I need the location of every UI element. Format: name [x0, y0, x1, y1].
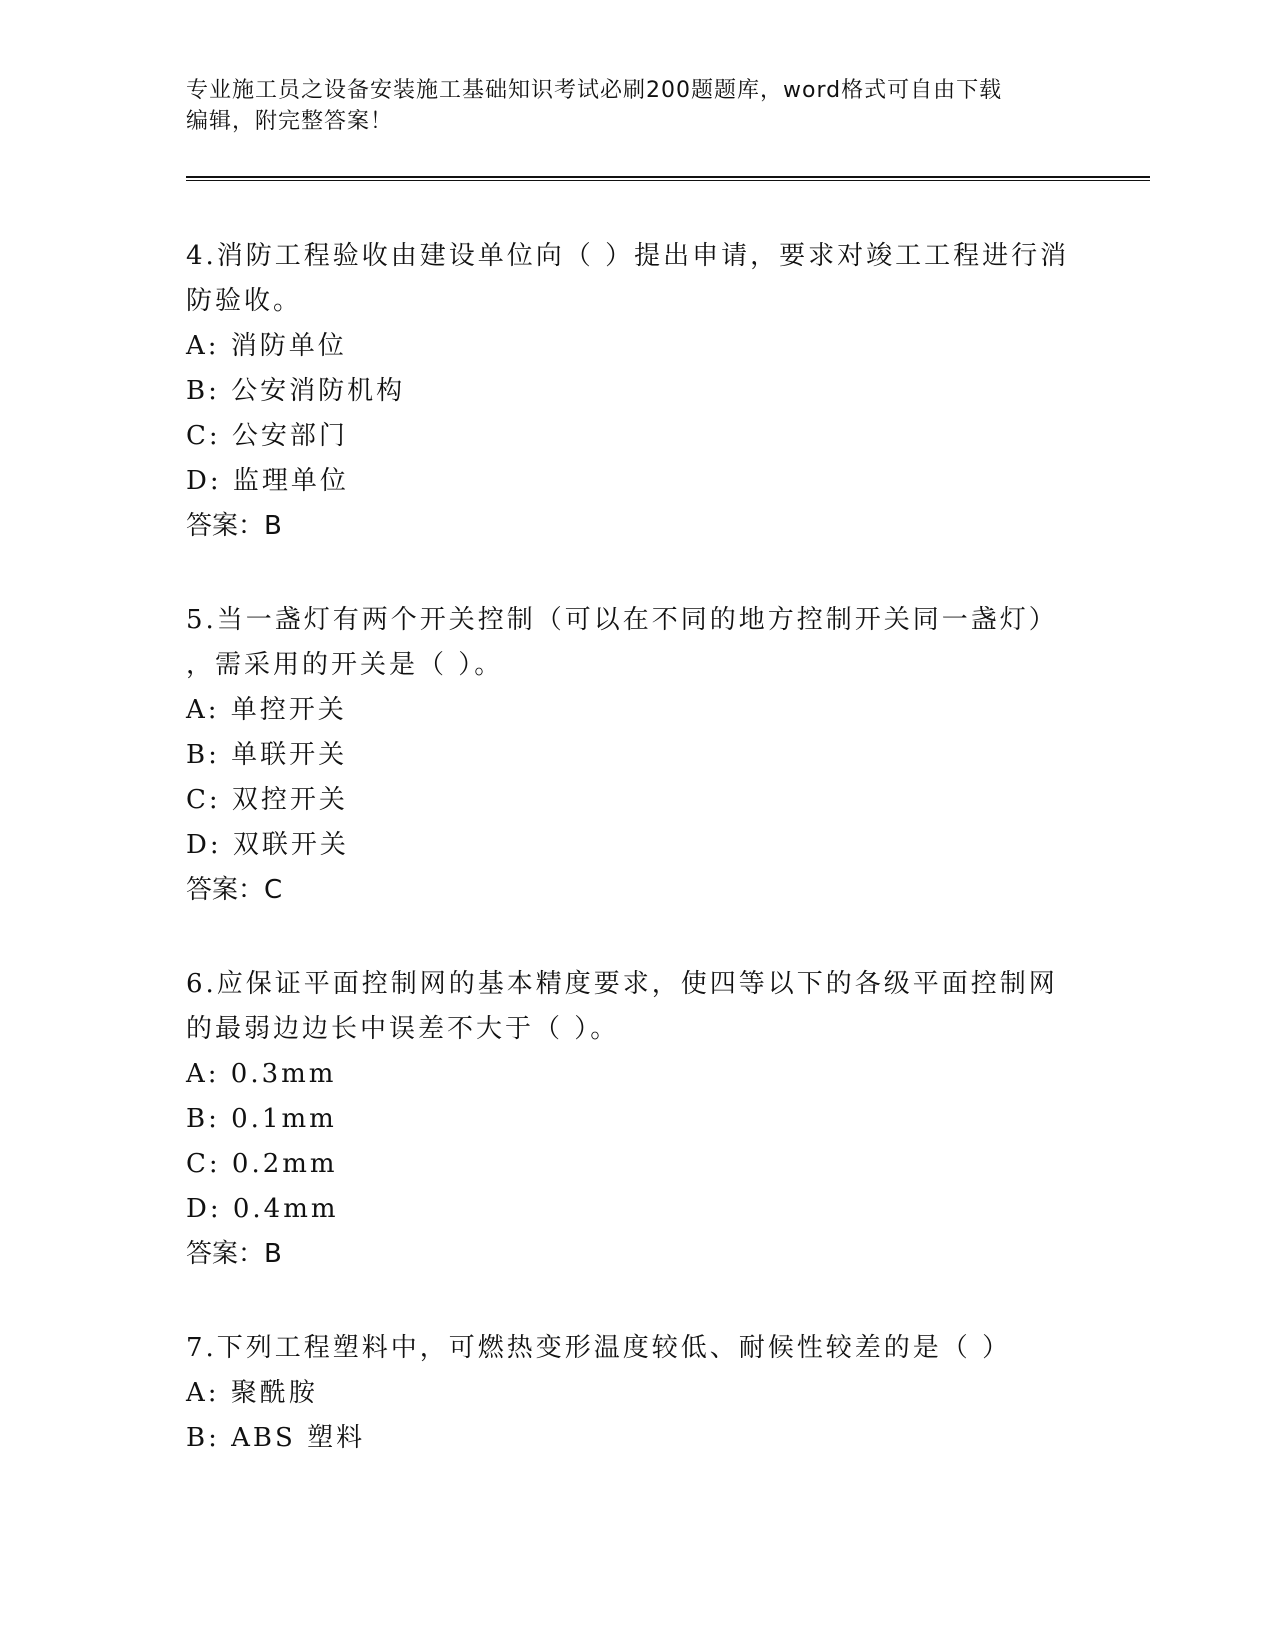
answer: 答案：B	[186, 511, 282, 541]
option-d: D: 0.4mm	[186, 1194, 339, 1224]
option-b: B: 公安消防机构	[186, 376, 406, 406]
option-b: B: ABS 塑料	[186, 1423, 366, 1453]
question-stem-line2: 的最弱边边长中误差不大于（ ）。	[186, 1014, 620, 1044]
option-d: D: 监理单位	[186, 466, 349, 496]
option-d: D: 双联开关	[186, 830, 349, 860]
option-b: B: 0.1mm	[186, 1104, 337, 1134]
answer: 答案：B	[186, 1239, 282, 1269]
option-c: C: 0.2mm	[186, 1149, 338, 1179]
option-b: B: 单联开关	[186, 740, 348, 770]
option-c: C: 公安部门	[186, 421, 348, 451]
document-header	[186, 75, 1066, 137]
header-title-line2: 编辑，附完整答案！	[186, 109, 394, 134]
option-a: A: 单控开关	[186, 695, 347, 725]
option-a: A: 消防单位	[186, 331, 347, 361]
question-4	[186, 234, 1086, 549]
option-a: A: 聚酰胺	[186, 1378, 318, 1408]
header-title-line1: 专业施工员之设备安装施工基础知识考试必刷200题题库，word格式可自由下载	[186, 78, 1003, 103]
question-stem-line2: ，需采用的开关是（ ）。	[186, 650, 504, 680]
question-stem-line2: 防验收。	[186, 286, 303, 316]
question-5	[186, 598, 1086, 913]
question-stem-line1: 7.下列工程塑料中，可燃热变形温度较低、耐候性较差的是（ ）	[186, 1333, 1012, 1363]
option-c: C: 双控开关	[186, 785, 348, 815]
question-stem-line1: 6.应保证平面控制网的基本精度要求，使四等以下的各级平面控制网	[186, 969, 1058, 999]
question-6	[186, 962, 1086, 1277]
question-7	[186, 1326, 1086, 1461]
answer: 答案：C	[186, 875, 283, 905]
option-a: A: 0.3mm	[186, 1059, 337, 1089]
question-stem-line1: 4.消防工程验收由建设单位向（ ）提出申请，要求对竣工工程进行消	[186, 241, 1070, 271]
header-divider	[186, 176, 1150, 181]
question-stem-line1: 5.当一盏灯有两个开关控制（可以在不同的地方控制开关同一盏灯）	[186, 605, 1058, 635]
